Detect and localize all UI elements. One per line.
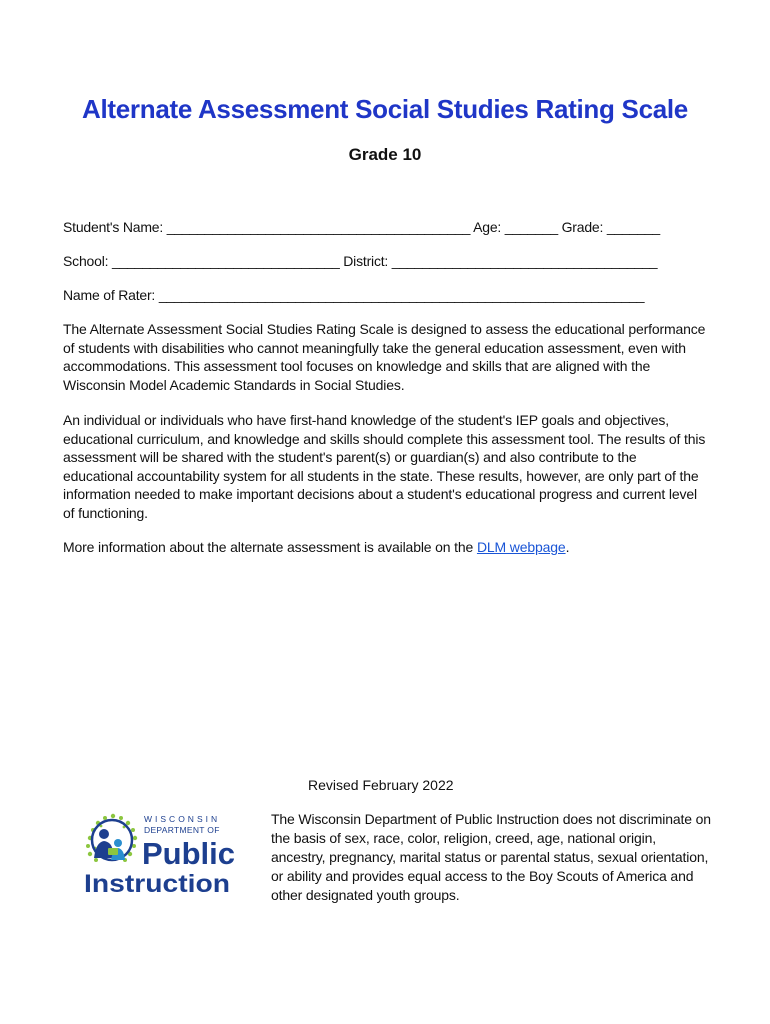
revised-date: Revised February 2022 (308, 777, 454, 793)
nondiscrimination-notice: The Wisconsin Department of Public Instruction does not discriminate on the basis of sex, race, color, religion, creed, age, national origin, ancestry, pregnancy, marital status or parental status, sexual orientation, or ability and provides equal access to the Boy Scouts of America and other designated youth groups. (271, 811, 711, 903)
more-info-text: More information about the alternate assessment is available on the (63, 539, 477, 555)
page-title: Alternate Assessment Social Studies Rating Scale (82, 94, 688, 124)
logo-wordmark-line3: Public (142, 836, 235, 871)
grade-subtitle: Grade 10 (348, 145, 422, 164)
more-info-paragraph (63, 538, 708, 557)
dpi-logo (80, 808, 235, 900)
raters-paragraph: An individual or individuals who have first-hand knowledge of the student's IEP goals and objectives, educational curriculum, and knowledge and skills should complete this assessment tool. The results of this assessment will be shared with the student's parent(s) or guardian(s) and also contribute to the educational accountability system for all students in the state. These results, however, are only part of the information needed to make important decisions about a student's educational progress and current level of functioning. (63, 412, 706, 521)
logo-wordmark-line1: WISCONSIN (144, 814, 221, 824)
logo-wordmark-line2: DEPARTMENT OF (144, 825, 220, 835)
dlm-webpage-link[interactable]: DLM webpage (476, 539, 566, 555)
dpi-logo-graphic (80, 808, 235, 900)
more-info-suffix: . (565, 539, 570, 555)
rater-name-line: Name of Rater: ________________________________________________________________ (63, 287, 645, 303)
school-district-line: School: ______________________________ District: ___________________________________ (63, 253, 658, 269)
student-info-line: Student's Name: ________________________________________ Age: _______ Grade: _______ (63, 219, 660, 235)
logo-wordmark-line4: Instruction (84, 870, 230, 898)
intro-paragraph: The Alternate Assessment Social Studies Rating Scale is designed to assess the educational performance of students with disabilities who cannot meaningfully take the general education assessment, even with accommodations. This assessment tool focuses on knowledge and skills that are aligned with the Wisconsin Model Academic Standards in Social Studies. (63, 321, 706, 393)
